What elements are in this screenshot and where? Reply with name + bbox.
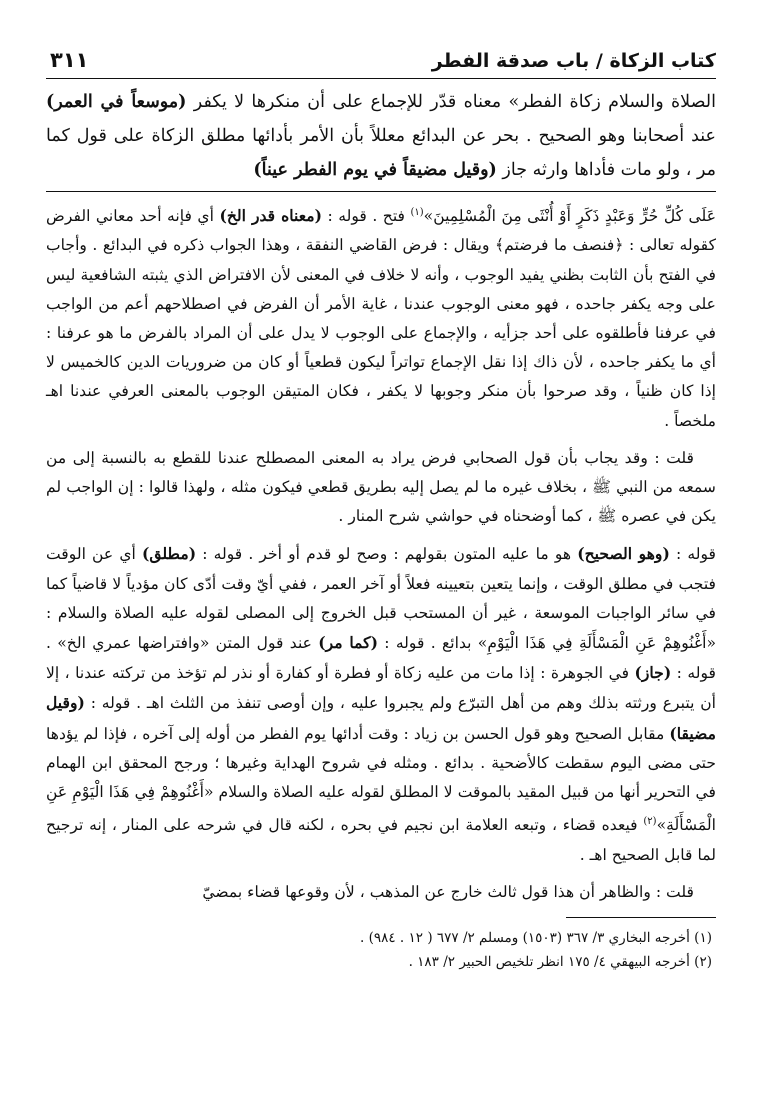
commentary-text (46, 198, 716, 907)
bold-lemma: (معناه قدر الخ) (219, 206, 322, 226)
footnote-marker: (١) (410, 207, 424, 218)
bold-lemma: (كما مر) (318, 633, 378, 653)
commentary-paragraph: قلت : والظاهر أن هذا قول ثالث خارج عن المذهب ، لأن وقوعها قضاء بمضيّ (202, 882, 694, 901)
footnote-marker: (٢) (643, 816, 657, 828)
footnote-item: (١) أخرجه البخاري ٣/ ٣٦٧ (١٥٠٣) ومسلم ٢/ ٦٧٧ ( ١٢ . ٩٨٤) . (360, 930, 712, 947)
text-segment: فتح . قوله : (321, 207, 411, 226)
section-divider (46, 191, 716, 192)
hadith-quote: عَلَى كُلِّ حُرٍّ وَعَبْدٍ ذَكَرٍ أَوْ أُنْثَى مِنَ الْمُسْلِمِينَ» (423, 207, 717, 226)
bold-lemma: (وهو الصحيح) (577, 544, 670, 564)
commentary-paragraph (46, 539, 716, 869)
matn-segment: عند أصحابنا وهو الصحيح . بحر عن البدائع معللاً بأن الأمر بأدائها مطلق الزكاة على قول كما مر ، ولو مات فأداها وارثه جاز (46, 126, 716, 180)
footnote-item: (٢) أخرجه البيهقي ٤/ ١٧٥ انظر تلخيص الحبير ٢/ ١٨٣ . (408, 954, 712, 971)
commentary-paragraph (46, 198, 716, 436)
text-segment: مقابل الصحيح وهو قول الحسن بن زياد : وقت أدائها يوم الفطر من أوله إلى آخره ، فإذا لم يؤدها حتى مضى اليوم سقطت كالأضحية . بدائع . ومثله في شروح الهداية وغيرها ؛ ورجح المحقق ابن الهمام في التحرير أنها من قبيل المقيد بالموقت لا المطلق لقوله عليه الصلاة والسلام «أَغْنُوهِمْ فِي هَذَا الْيَوْمِ عَنِ الْمَسْأَلَةِ» (46, 724, 716, 835)
commentary-paragraph: قلت : وقد يجاب بأن قول الصحابي فرض يراد به المعنى المصطلح عندنا للقطع به بالنسبة إلى من سمعه من النبي ﷺ ، بخلاف غيره ما لم يصل إليه بطريق قطعي فيكون مثله ، ولهذا قالوا : إن الواجب لم يكن في عصره ﷺ ، كما أوضحناه في حواشي شرح المنار . (46, 448, 716, 526)
text-segment: قوله : (669, 545, 716, 564)
footnote-divider (566, 917, 716, 918)
bold-lemma: (جاز) (634, 663, 672, 683)
page-number: ٣١١ (50, 48, 89, 72)
text-segment: فيعده قضاء ، وتبعه العلامة ابن نجيم في بحره ، لكنه قال في شرحه على المنار ، إنه ترجيح لما قابل الصحيح اهـ . (46, 816, 716, 864)
footnotes (46, 926, 716, 974)
matn-text (46, 85, 716, 187)
bold-lemma: (مطلق) (142, 544, 197, 564)
matn-segment: الصلاة والسلام زكاة الفطر» معناه قدّر للإجماع على أن منكرها لا يكفر (186, 92, 716, 112)
text-segment: هو ما عليه المتون بقولهم : وصح لو قدم أو أخر . قوله : (196, 545, 578, 564)
matn-bold-phrase: (وقيل مضيقاً في يوم الفطر عيناً) (253, 160, 497, 180)
text-segment: عند قول المتن «وافتراضها عمري الخ» . قوله : (46, 634, 716, 683)
book-page (46, 40, 716, 974)
chapter-title: كتاب الزكاة / باب صدقة الفطر (431, 50, 716, 72)
running-header (46, 40, 716, 79)
text-segment: أي فإنه أحد معاني الفرض كقوله تعالى : ﴿فنصف ما فرضتم﴾ ويقال : فرض القاضي النفقة ، وهذا الجواب ذكره في البدائع . وأجاب في الفتح بأن الثابت بظني يفيد الوجوب ، وأنه لا خلاف في المعنى لأن الافتراض الذي يثبته الشافعية ليس على وجه يكفر جاحده ، فهو معنى الوجوب عندنا ، غاية الأمر أن الفرض في اصطلاحهم أعم من الواجب في عرفنا فأطلقوه على أحد جزأيه ، والإجماع على الوجوب لا يدل على أن المراد بالفرض ما هو عرفنا : أي ما يكفر جاحده ، لأن ذاك إذا نقل الإجماع تواتراً ليكون قطعياً أو كان من ضروريات الدين كالخميس لا إذا كان ظنياً ، وقد صرحوا بأن منكر وجوبها لا يكفر ، فكان المتيقن الوجوب بالمعنى العرفي عندنا اهـ ملخصاً . (46, 207, 716, 430)
text-segment: في الجوهرة : إذا مات من عليه زكاة أو فطرة أو كفارة أو نذر لم تؤخذ من تركته عندنا ، إلا أن يتبرع ورثته بذلك وهم من أهل التبرّع ولم يجبروا عليه ، وإن أوصى تنفذ من الثلث اهـ . قوله : (46, 664, 716, 713)
bold-lemma: (وقيل مضيقا) (46, 693, 716, 743)
matn-bold-phrase: (موسعاً في العمر) (46, 92, 187, 112)
text-segment: أي عن الوقت فتجب في مطلق الوقت ، وإنما يتعين بتعيينه فعلاً أو آخر العمر ، ففي أيّ وقت أدّى كان مؤدياً لا قاضياً كما في سائر الواجبات الموسعة ، غير أن المستحب قبل الخروج إلى المصلى لقوله عليه الصلاة والسلام : «أَغْنُوهِمْ عَنِ الْمَسْأَلَةِ فِي هَذَا الْيَوْمِ» بدائع . قوله : (46, 545, 716, 653)
